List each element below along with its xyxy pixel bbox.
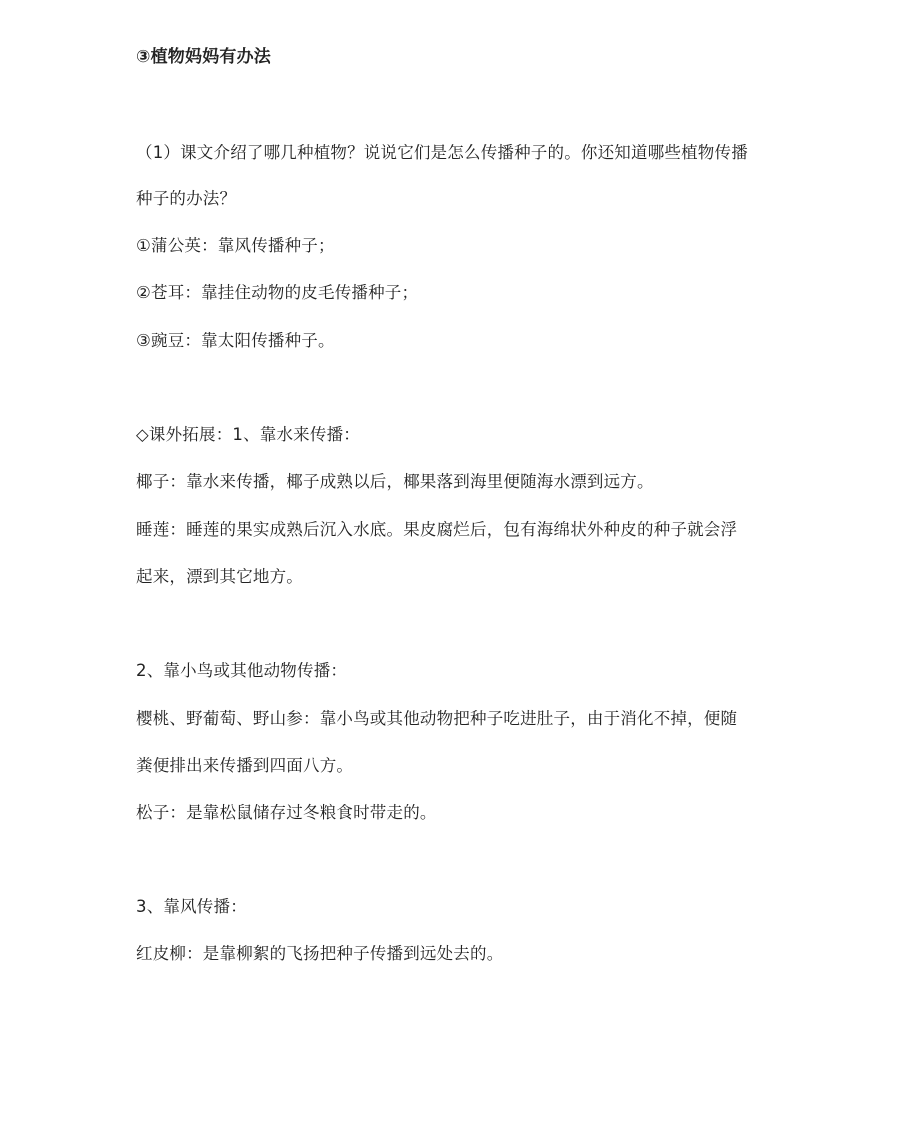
answer-dandelion: ①蒲公英：靠风传播种子； — [136, 236, 335, 255]
section3-willow: 红皮柳：是靠柳絮的飞扬把种子传播到远处去的。 — [136, 944, 504, 963]
extension-lotus-line-1: 睡莲：睡莲的果实成熟后沉入水底。果皮腐烂后，包有海绵状外种皮的种子就会浮 — [136, 520, 738, 539]
section-title: ③植物妈妈有办法 — [136, 47, 271, 67]
question-line-1: （1）课文介绍了哪几种植物？说说它们是怎么传播种子的。你还知道哪些植物传播 — [136, 143, 748, 162]
section2-heading: 2、靠小鸟或其他动物传播： — [136, 661, 348, 680]
answer-pea: ③豌豆：靠太阳传播种子。 — [136, 331, 335, 350]
section2-berries-line-2: 粪便排出来传播到四面八方。 — [136, 756, 354, 775]
extension-heading: ◇课外拓展：1、靠水来传播： — [136, 425, 360, 444]
extension-coconut: 椰子：靠水来传播，椰子成熟以后，椰果落到海里便随海水漂到远方。 — [136, 472, 654, 491]
answer-cocklebur: ②苍耳：靠挂住动物的皮毛传播种子； — [136, 283, 419, 302]
extension-lotus-line-2: 起来，漂到其它地方。 — [136, 567, 303, 586]
section2-pine: 松子：是靠松鼠储存过冬粮食时带走的。 — [136, 803, 437, 822]
section3-heading: 3、靠风传播： — [136, 897, 247, 916]
section2-berries-line-1: 樱桃、野葡萄、野山参：靠小鸟或其他动物把种子吃进肚子，由于消化不掉，便随 — [136, 709, 738, 728]
question-line-2: 种子的办法？ — [136, 189, 237, 208]
